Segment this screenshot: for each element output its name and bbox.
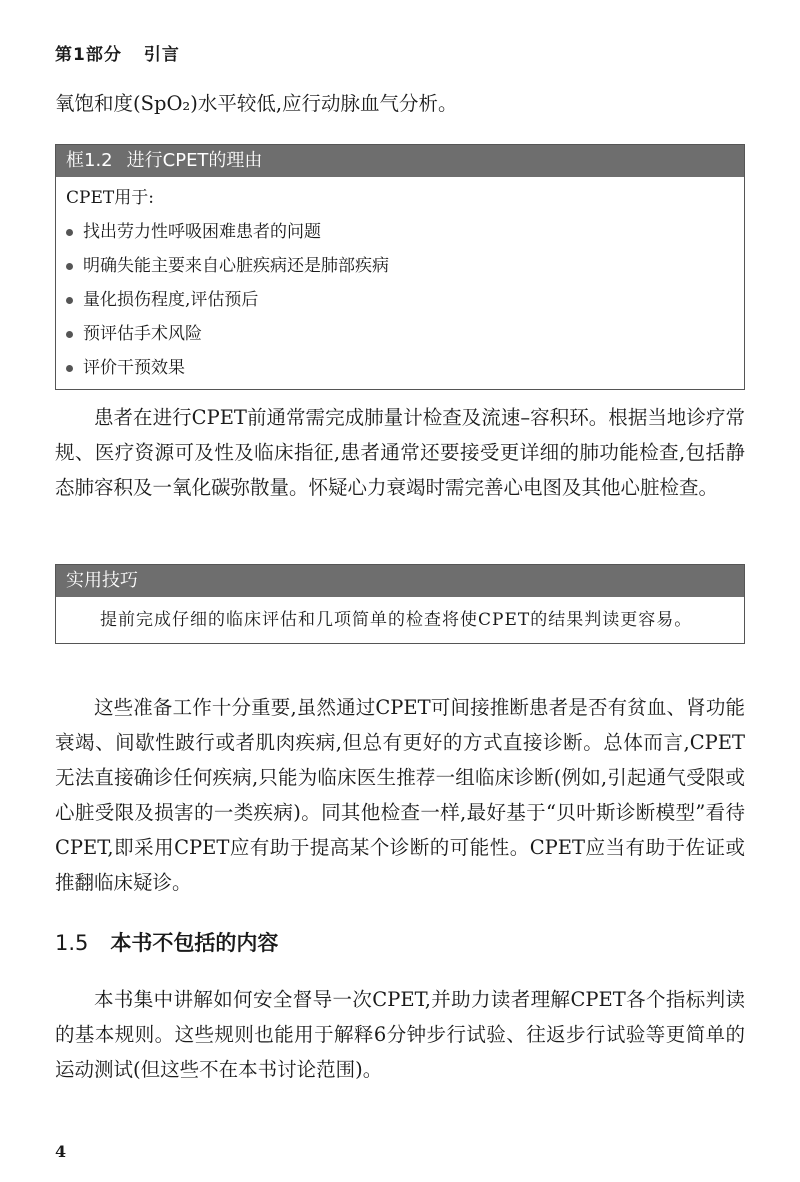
list-item-text: 量化损伤程度,评估预后 — [83, 290, 259, 310]
running-head-chapter: 引言 — [143, 45, 180, 65]
box-1-2-header — [56, 145, 744, 177]
bullet-icon — [66, 331, 73, 338]
page-number: 4 — [55, 1142, 67, 1161]
paragraph-1: 患者在进行CPET前通常需完成肺量计检查及流速–容积环。根据当地诊疗常规、医疗资源可及性及临床指征,患者通常还要接受更详细的肺功能检查,包括静态肺容积及一氧化碳弥散量。怀疑心力衰竭时需完善心电图及其他心脏检查。 — [55, 406, 745, 499]
bullet-icon — [66, 229, 73, 236]
box-1-2-lead: CPET用于: — [66, 188, 154, 208]
box-1-2-title: 进行CPET的理由 — [126, 150, 263, 171]
list-item-text: 预评估手术风险 — [83, 324, 202, 344]
box-1-2-body — [56, 177, 744, 389]
list-item — [66, 283, 734, 317]
tip-box-text: 提前完成仔细的临床评估和几项简单的检查将使CPET的结果判读更容易。 — [100, 610, 693, 630]
bullet-icon — [66, 263, 73, 270]
section-heading — [55, 927, 278, 957]
intro-line: 氧饱和度(SpO₂)水平较低,应行动脉血气分析。 — [55, 92, 458, 115]
running-head — [55, 40, 180, 65]
list-item-text: 找出劳力性呼吸困难患者的问题 — [83, 222, 321, 242]
section-number: 1.5 — [55, 931, 89, 955]
box-1-2 — [55, 144, 745, 390]
list-item-text: 评价干预效果 — [83, 358, 185, 378]
list-item — [66, 351, 734, 385]
list-item-text: 明确失能主要来自心脏疾病还是肺部疾病 — [83, 256, 389, 276]
paragraph-2: 这些准备工作十分重要,虽然通过CPET可间接推断患者是否有贫血、肾功能衰竭、间歇性跛行或者肌肉疾病,但总有更好的方式直接诊断。总体而言,CPET无法直接确诊任何疾病,只能为临床医生推荐一组临床诊断(例如,引起通气受限或心脏受限及损害的一类疾病)。同其他检查一样,最好基于“贝叶斯诊断模型”看待CPET,即采用CPET应有助于提高某个诊断的可能性。CPET应当有助于佐证或推翻临床疑诊。 — [55, 696, 745, 894]
paragraph-3: 本书集中讲解如何安全督导一次CPET,并助力读者理解CPET各个指标判读的基本规则。这些规则也能用于解释6分钟步行试验、往返步行试验等更简单的运动测试(但这些不在本书讨论范围)。 — [55, 988, 745, 1081]
bullet-icon — [66, 365, 73, 372]
list-item — [66, 249, 734, 283]
bullet-icon — [66, 297, 73, 304]
list-item — [66, 215, 734, 249]
tip-box — [55, 564, 745, 644]
tip-box-header: 实用技巧 — [56, 565, 744, 597]
box-1-2-number: 框1.2 — [66, 150, 113, 171]
running-head-part: 第1部分 — [55, 45, 122, 65]
section-title: 本书不包括的内容 — [110, 931, 279, 955]
list-item — [66, 317, 734, 351]
